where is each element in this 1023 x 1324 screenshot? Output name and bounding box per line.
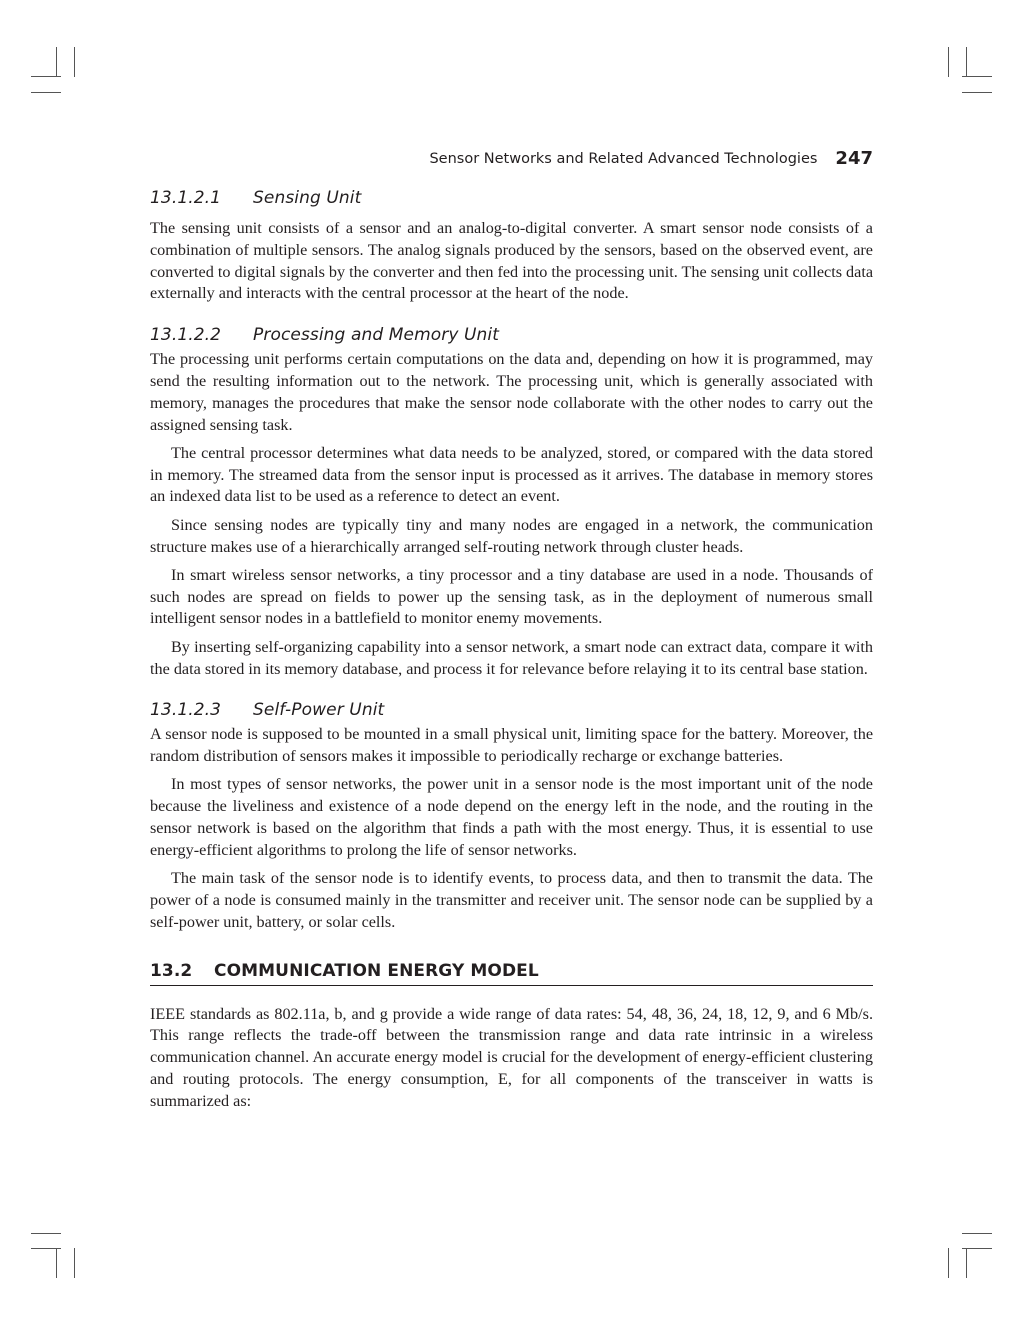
subsection-number: 13.1.2.1 (150, 188, 222, 208)
paragraph: The main task of the sensor node is to identify events, to process data, and then to transmit the data. The power of a node is consumed mainly in the transmitter and receiver unit. The sensor node can be supplied by a self-power unit, battery, or solar cells. (150, 869, 873, 931)
running-header (429, 147, 873, 168)
subsection-heading-self-power-unit (150, 697, 873, 723)
paragraph: IEEE standards as 802.11a, b, and g provide a wide range of data rates: 54, 48, 36, 24, 18, 12, 9, and 6 Mb/s. This range reflects the trade-off between the transmission range and data rate intrinsic in a wireless communication channel. An accurate energy model is crucial for the development of energy-efficient clustering and routing protocols. The energy consumption, E, for all components of the transceiver in watts is summarized as: (150, 1004, 873, 1110)
subsection-title: Self-Power Unit (253, 700, 385, 721)
paragraph: In most types of sensor networks, the power unit in a sensor node is the most important unit of the node because the liveliness and existence of a node depend on the energy left in the node, and the routing in the sensor network is based on the algorithm that finds a path with the most energy. Thus, it is essential to use energy-efficient algorithms to prolong the life of sensor networks. (150, 775, 873, 859)
subsection-number: 13.1.2.3 (150, 700, 222, 721)
section-title: COMMUNICATION ENERGY MODEL (214, 960, 539, 981)
subsection-number: 13.1.2.2 (150, 325, 222, 346)
page-number: 247 (835, 148, 873, 169)
subsection-title: Sensing Unit (253, 188, 362, 208)
page-body (150, 185, 873, 1113)
subsection-title: Processing and Memory Unit (253, 325, 499, 346)
paragraph: The central processor determines what data needs to be analyzed, stored, or compared with the data stored in memory. The streamed data from the sensor input is processed as it arrives. The database in memory stores an indexed data list to be used as a reference to detect an event. (150, 443, 873, 506)
paragraph: In smart wireless sensor networks, a tiny processor and a tiny database are used in a node. Thousands of such nodes are spread on fields to power up the sensing task, as in the deployment of numerous small intelligent sensor nodes in a battlefield to monitor enemy movements. (150, 565, 873, 628)
paragraph: The sensing unit consists of a sensor and an analog-to-digital converter. A smart sensor node consists of a combination of multiple sensors. The analog signals produced by the sensors, based on the observed event, are converted to digital signals by the converter and then fed into the processing unit. The sensing unit collects data externally and interacts with the central processor at the heart of the node. (150, 219, 874, 303)
subsection-heading-processing-memory-unit (150, 322, 873, 348)
running-title: Sensor Networks and Related Advanced Technologies (429, 151, 818, 167)
paragraph: A sensor node is supposed to be mounted in a small physical unit, limiting space for the battery. Moreover, the random distribution of sensors makes it impossible to periodically recharge or exchange batteries. (150, 725, 873, 766)
subsection-heading-sensing-unit (150, 185, 873, 211)
paragraph: Since sensing nodes are typically tiny and many nodes are engaged in a network, the communication structure makes use of a hierarchically arranged self-routing network through cluster heads. (150, 515, 873, 556)
paragraph: The processing unit performs certain computations on the data and, depending on how it is programmed, may send the resulting information out to the network. The processing unit, which is generally associated with memory, manages the procedures that make the sensor node collaborate with the other nodes to carry out the assigned sensing task. (150, 350, 873, 434)
section-number: 13.2 (150, 960, 193, 981)
paragraph: By inserting self-organizing capability into a sensor network, a smart node can extract data, compare it with the data stored in its memory database, and process it for relevance before relaying it to its central base station. (150, 637, 873, 678)
section-heading-communication-energy-model (150, 960, 873, 986)
